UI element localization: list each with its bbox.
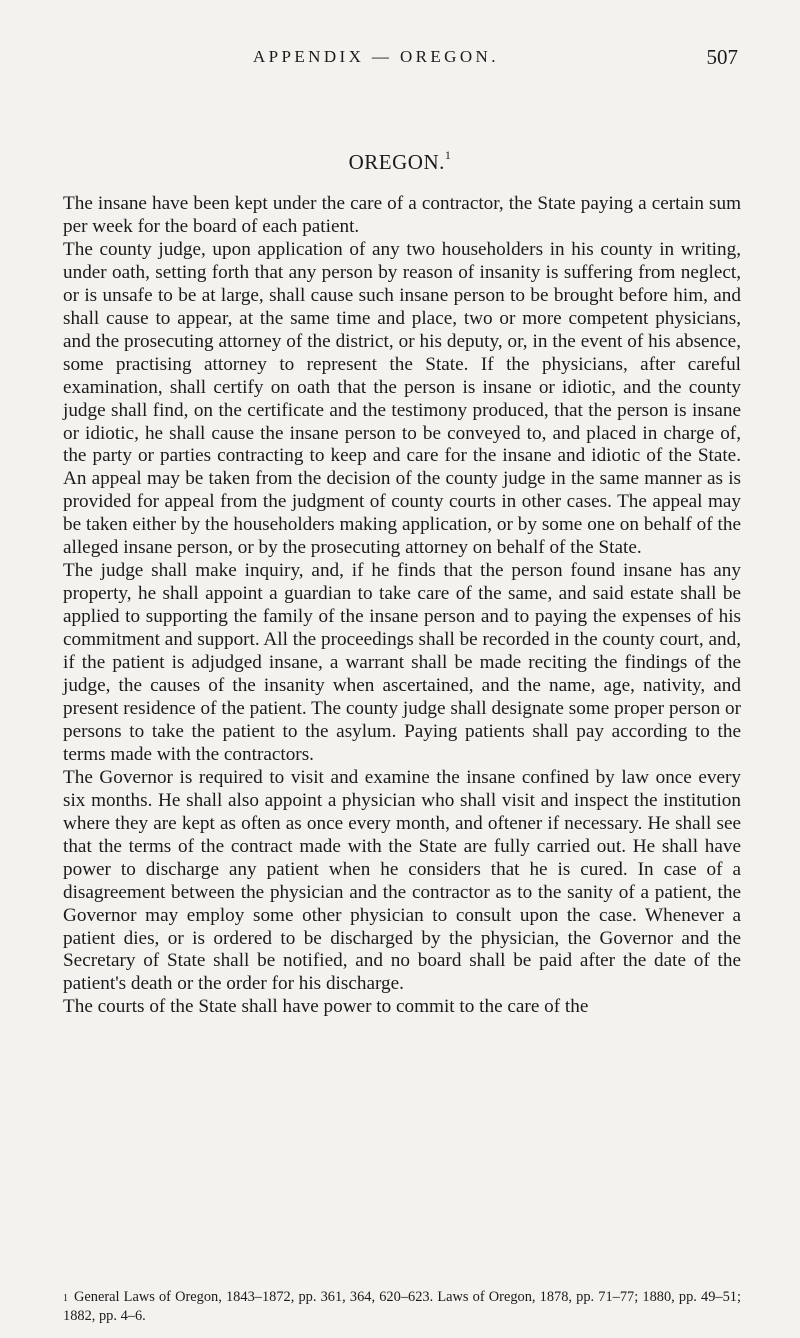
footnote-text: General Laws of Oregon, 1843–1872, pp. 361, 364, 620–623. Laws of Oregon, 1878, pp. 71–77; 1880, pp. 49–51; 1882, pp. 4–6. [63,1289,741,1324]
paragraph: The insane have been kept under the care of a contractor, the State paying a certain sum per week for the board of each patient. [63,193,741,237]
paragraph: The Governor is required to visit and examine the insane confined by law once every six months. He shall also appoint a physician who shall visit and inspect the institution where they are kept as often as once every month, and oftener if necessary. He shall see that the terms of the contract made with the State are fully carried out. He shall have power to discharge any patient when he considers that he is cured. In case of a disagreement between the physician and the contractor as to the sanity of a patient, the Governor may employ some other physician to consult upon the case. Whenever a patient dies, or is ordered to be discharged by the physician, the Governor and the Secretary of State shall be notified, and no board shall be paid after the date of the patient's death or the order for his discharge. [63,766,741,995]
running-title: APPENDIX — OREGON. [253,47,499,66]
paragraph: The judge shall make inquiry, and, if he finds that the person found insane has any property, he shall appoint a guardian to take care of the same, and said estate shall be applied to supporting the family of the insane person and to paying the expenses of his commitment and support. All the proceedings shall be recorded in the county court, and, if the patient is adjudged insane, a warrant shall be made reciting the findings of the judge, the causes of the insanity when ascertained, and the name, age, nativity, and present residence of the patient. The county judge shall designate some proper person or persons to take the patient to the asylum. Paying patients shall pay according to the terms made with the contractors. [63,560,741,765]
footnote [63,1288,741,1326]
page-number: 507 [706,45,738,69]
footnote-mark: 1 [63,1293,68,1304]
running-head [0,47,800,71]
paragraph: The courts of the State shall have power to commit to the care of the [63,996,589,1018]
body-text [63,193,741,1019]
paragraph: The county judge, upon application of any two householders in his county in writing, under oath, setting forth that any person by reason of insanity is suffering from neglect, or is unsafe to be at large, shall cause such insane person to be brought before him, and shall cause to appear, at the same time and place, two or more competent physicians, and the prosecuting attorney of the district, or his deputy, or, in the event of his absence, some practising attorney to represent the State. If the physicians, after careful examination, shall certify on oath that the person is insane or idiotic, and the county judge shall find, on the certificate and the testimony produced, that the person is insane or idiotic, he shall cause the insane person to be conveyed to, and placed in charge of, the party or parties contracting to keep and care for the insane and idiotic of the State. An appeal may be taken from the decision of the county judge in the same manner as is provided for appeal from the judgment of county courts in other cases. The appeal may be taken either by the householders making application, or by some one on behalf of the alleged insane person, or by the prosecuting attorney on behalf of the State. [63,238,741,559]
chapter-title-text: OREGON. [348,150,445,174]
footnote-reference: 1 [444,148,452,162]
chapter-title [0,150,800,175]
